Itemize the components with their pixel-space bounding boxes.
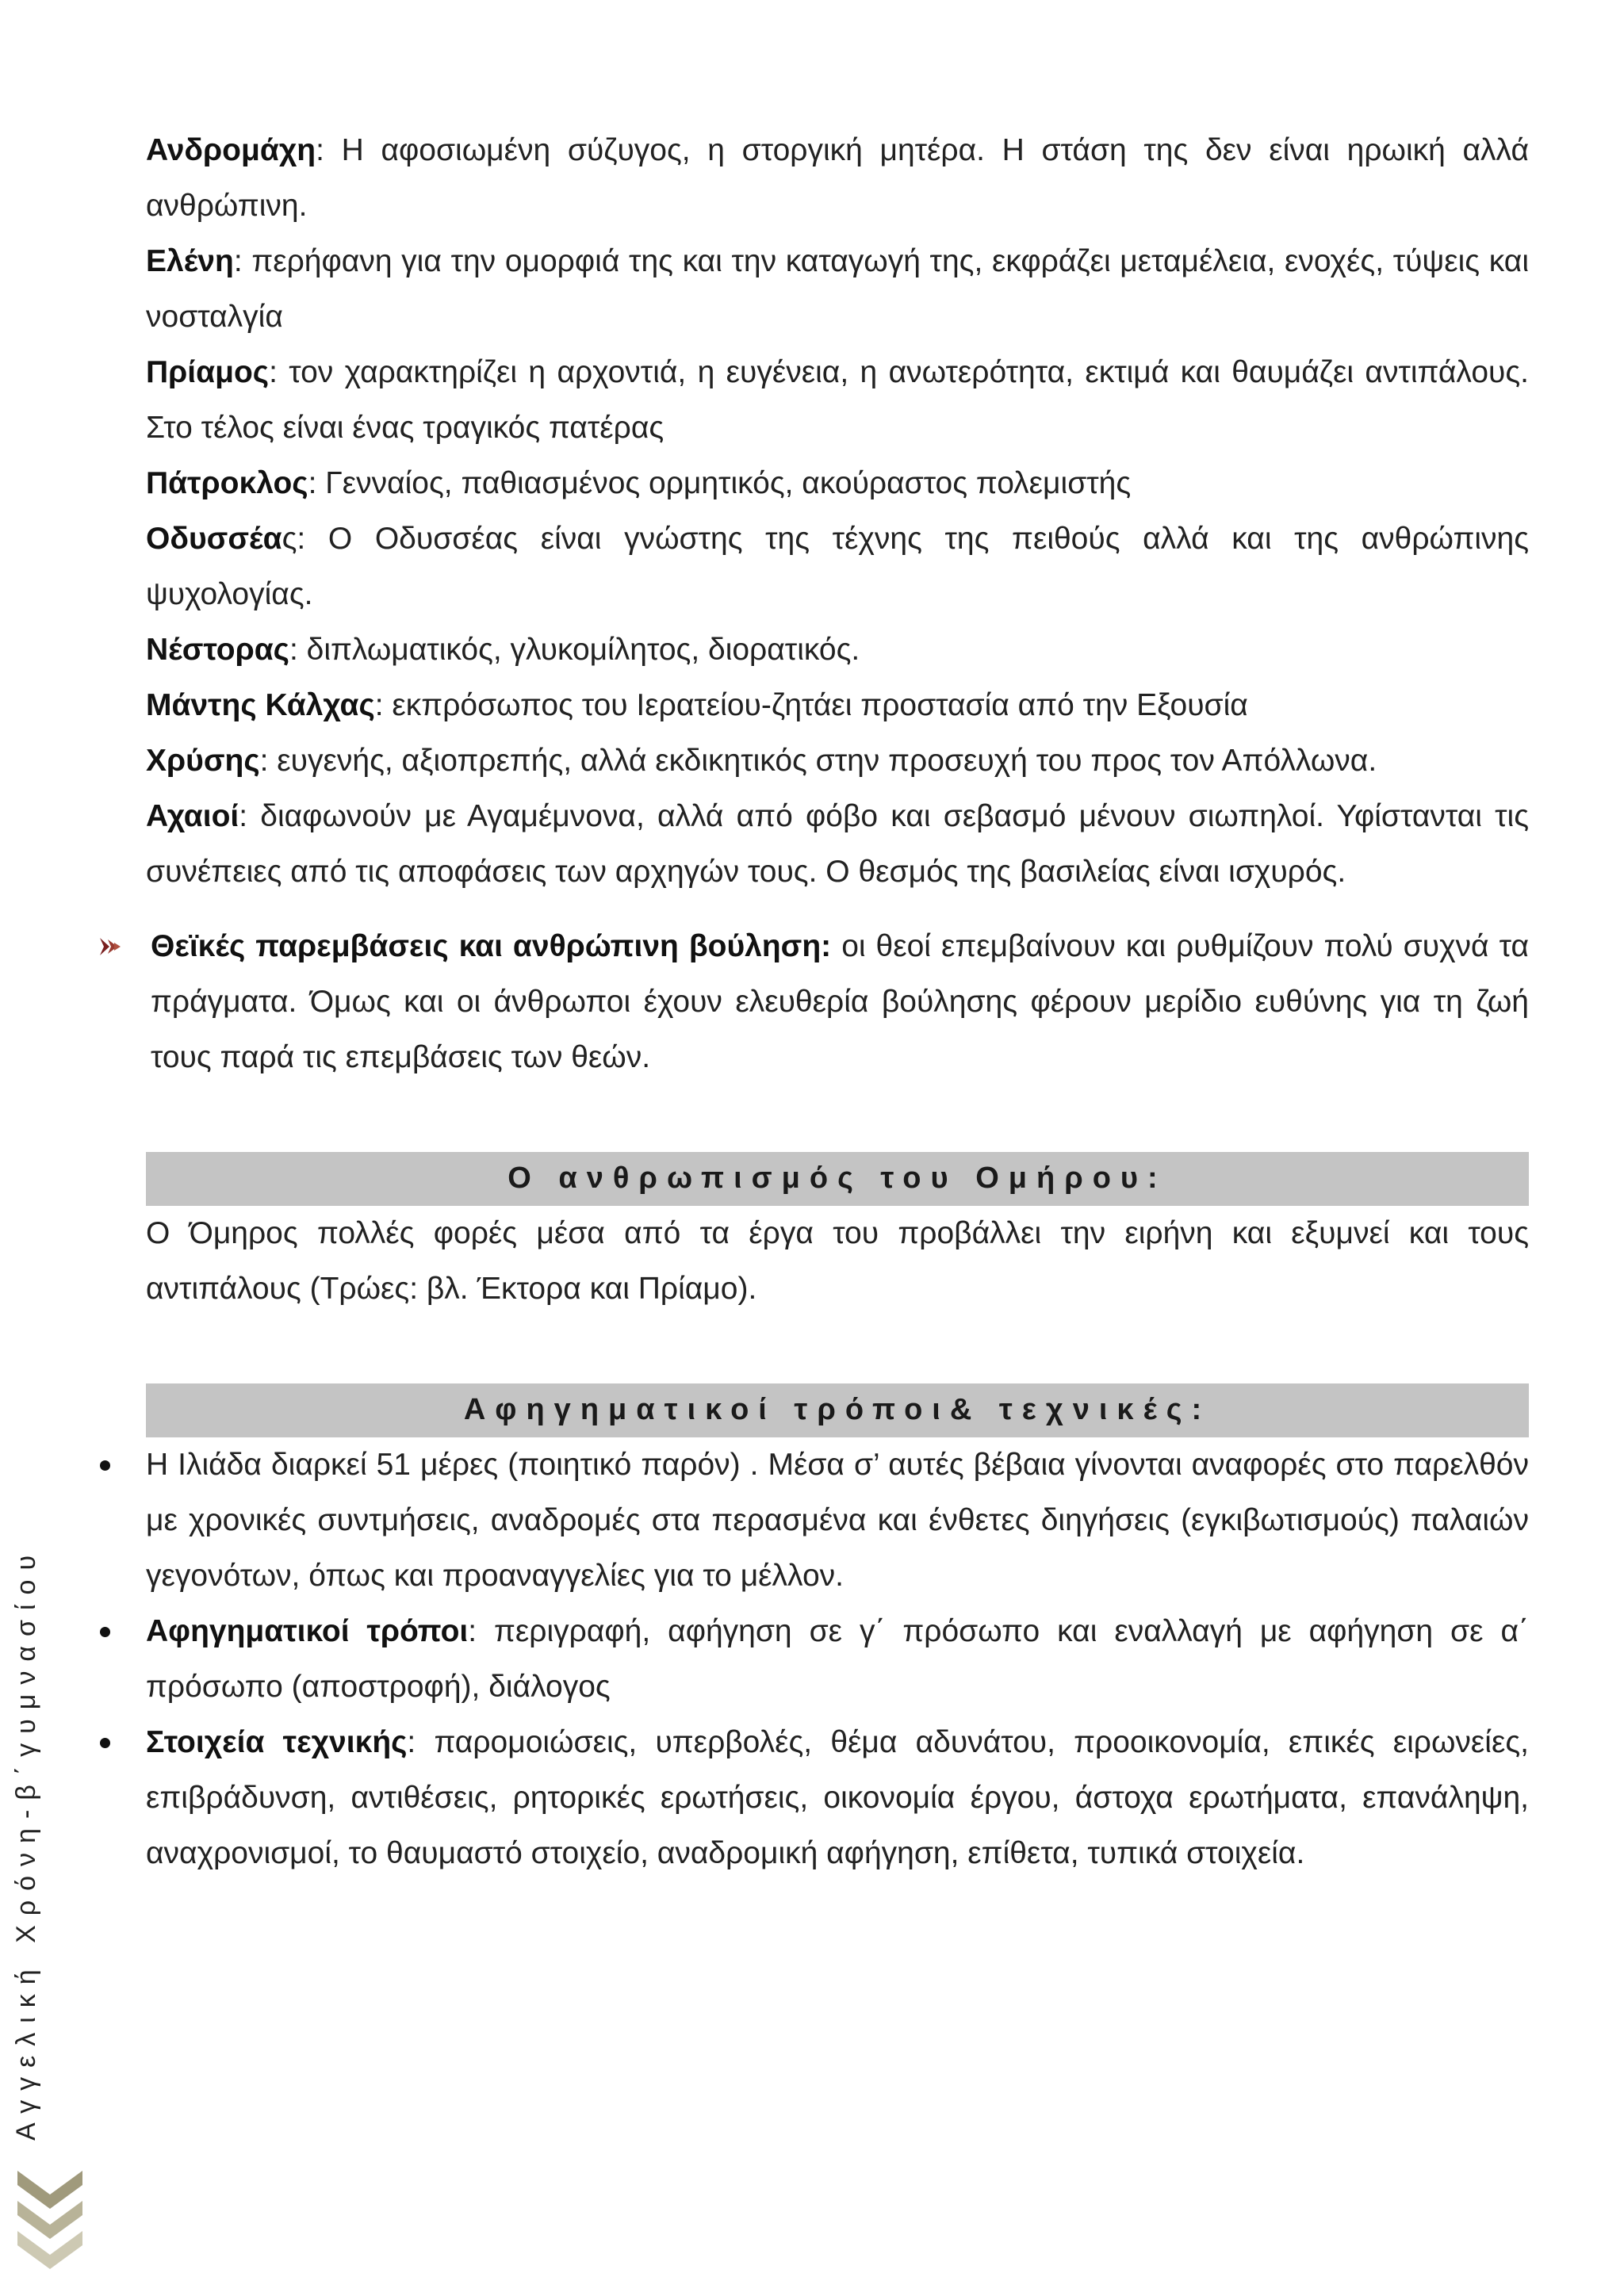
list-item-text: : παρομοιώσεις, υπερβολές, θέμα αδυνάτου, προοικονομία, επικές ειρωνείες, επιβράδυνση, αντιθέσεις, ρητορικές ερωτήσεις, οικονομία έργου, άστοχα ερωτήματα, επανάληψη, αναχρονισμοί, το θαυμαστό στοιχείο, αναδρομική αφήγηση, επίθετα, τυπικά στοιχεία.: [146, 1725, 1529, 1870]
double-chevron-icon: [16, 2171, 84, 2271]
list-item: [146, 1715, 1529, 1881]
character-description: : διαφωνούν με Αγαμέμνονα, αλλά από φόβο και σεβασμό μένουν σιωπηλοί. Υφίστανται τις συνέπειες από τις αποφάσεις των αρχηγών τους. Ο θεσμός της βασιλείας είναι ισχυρός.: [146, 799, 1529, 889]
character-helen: [146, 234, 1529, 345]
divine-intervention-text: [151, 919, 1529, 1085]
character-name: Πρίαμος: [146, 355, 270, 389]
list-item: [146, 1437, 1529, 1604]
character-andromache: [146, 123, 1529, 234]
character-patroclus: [146, 456, 1529, 511]
character-description: : ευγενής, αξιοπρεπής, αλλά εκδικητικός στην προσευχή του προς τον Απόλλωνα.: [259, 744, 1377, 778]
characters-section: [146, 123, 1529, 900]
divine-intervention-term: Θεϊκές παρεμβάσεις και ανθρώπινη βούληση:: [151, 929, 832, 963]
character-description: : τον χαρακτηρίζει η αρχοντιά, η ευγένεια, η ανωτερότητα, εκτιμά και θαυμάζει αντιπάλους. Στο τέλος είναι ένας τραγικός πατέρας: [146, 355, 1529, 445]
character-name: Χρύσης: [146, 744, 260, 778]
list-item-term: Στοιχεία τεχνικής: [146, 1725, 408, 1759]
character-description: : διπλωματικός, γλυκομίλητος, διορατικός.: [289, 633, 860, 667]
character-name: Μάντης Κάλχας: [146, 688, 375, 722]
character-description: ς: Ο Οδυσσέας είναι γνώστης της τέχνης της πειθούς αλλά και της ανθρώπινης ψυχολογίας.: [146, 522, 1529, 611]
narrative-heading: Αφηγηματικοί τρόποι& τεχνικές:: [146, 1383, 1529, 1437]
humanism-heading: Ο ανθρωπισμός του Ομήρου:: [146, 1152, 1529, 1206]
bullet-icon: [100, 1738, 110, 1748]
narrative-list: [146, 1437, 1529, 1881]
character-name: Ελένη: [146, 244, 234, 278]
divine-intervention-item: [146, 919, 1529, 1085]
character-name: Πάτροκλος: [146, 466, 308, 500]
character-odysseus: [146, 511, 1529, 622]
list-item-text: Η Ιλιάδα διαρκεί 51 μέρες (ποιητικό παρόν) . Μέσα σ’ αυτές βέβαια γίνονται αναφορές στο παρελθόν με χρονικές συντμήσεις, αναδρομές στα περασμένα και ένθετες διηγήσεις (εγκιβωτισμούς) παλαιών γεγονότων, όπως και προαναγγελίες για το μέλλον.: [146, 1448, 1529, 1593]
character-name: Ανδρομάχη: [146, 133, 316, 167]
character-priam: [146, 345, 1529, 456]
character-description: : περήφανη για την ομορφιά της και την καταγωγή της, εκφράζει μεταμέλεια, ενοχές, τύψεις και νοσταλγία: [146, 244, 1529, 334]
character-achaeans: [146, 789, 1529, 900]
character-nestor: [146, 622, 1529, 678]
character-chryses: [146, 733, 1529, 789]
character-description: : Γενναίος, παθιασμένος ορμητικός, ακούραστος πολεμιστής: [308, 466, 1132, 500]
list-item-text: : περιγραφή, αφήγηση σε γ΄ πρόσωπο και εναλλαγή με αφήγηση σε α΄ πρόσωπο (αποστροφή), διάλογος: [146, 1614, 1529, 1704]
character-name: Αχαιοί: [146, 799, 239, 833]
list-item-term: Αφηγηματικοί τρόποι: [146, 1614, 469, 1648]
character-name: Οδυσσέα: [146, 522, 282, 556]
bullet-icon: [100, 1460, 110, 1471]
character-name: Νέστορας: [146, 633, 289, 667]
character-calchas: [146, 678, 1529, 733]
list-item: [146, 1604, 1529, 1715]
document-body: [146, 123, 1529, 1881]
character-description: : εκπρόσωπος του Ιερατείου-ζητάει προστασία από την Εξουσία: [374, 688, 1248, 722]
bullet-icon: [100, 1627, 110, 1637]
side-footer-text: Αγγελική Χρόνη-β΄γυμνασίου: [11, 1545, 41, 2141]
humanism-paragraph: Ο Όμηρος πολλές φορές μέσα από τα έργα του προβάλλει την ειρήνη και εξυμνεί και τους αντιπάλους (Τρώες: βλ. Έκτορα και Πρίαμο).: [146, 1216, 1529, 1306]
flourish-arrow-icon: [97, 933, 124, 960]
character-description: : Η αφοσιωμένη σύζυγος, η στοργική μητέρα. Η στάση της δεν είναι ηρωική αλλά ανθρώπινη.: [146, 133, 1529, 223]
divine-intervention-description: οι θεοί επεμβαίνουν και ρυθμίζουν πολύ συχνά τα πράγματα. Όμως και οι άνθρωποι έχουν ελευθερία βούλησης φέρουν μερίδιο ευθύνης για τη ζωή τους παρά τις επεμβάσεις των θεών.: [151, 929, 1529, 1074]
